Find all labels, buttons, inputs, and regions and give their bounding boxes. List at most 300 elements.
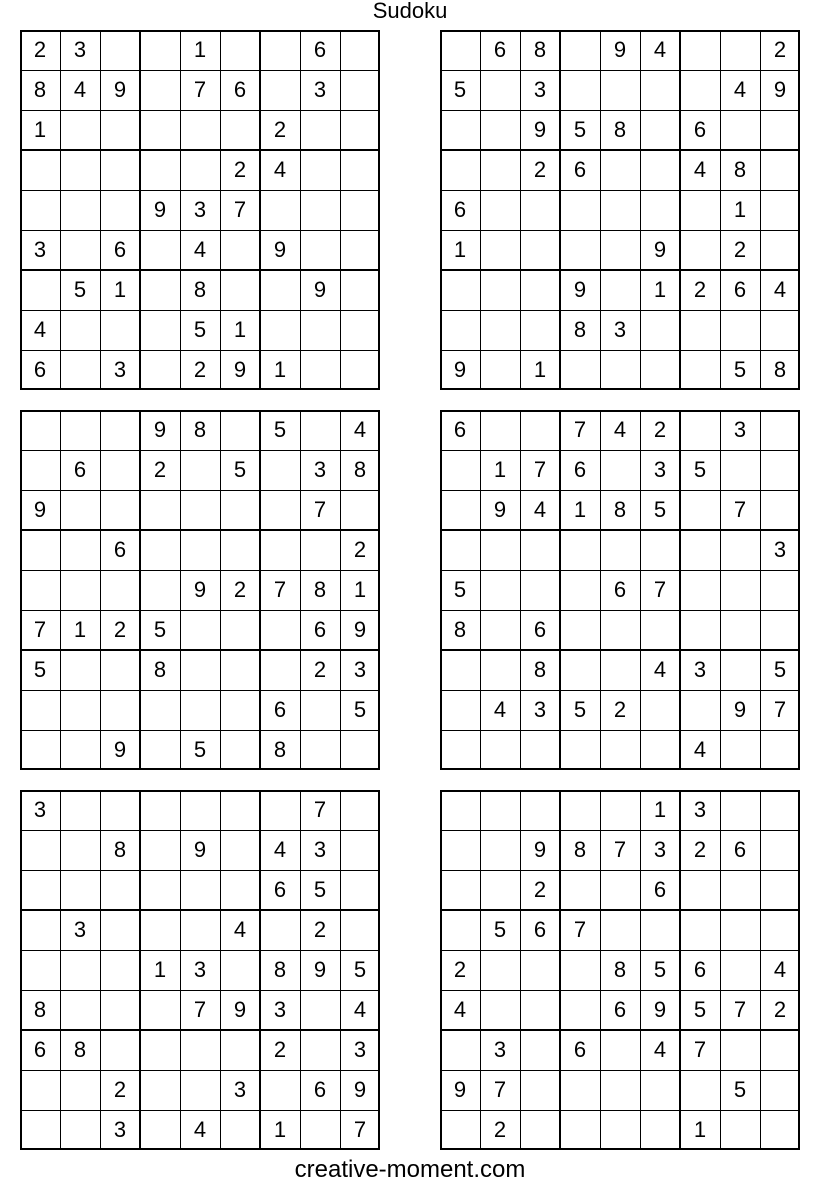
sudoku-cell (480, 950, 520, 990)
sudoku-cell: 6 (533, 617, 547, 642)
sudoku-cell (680, 530, 720, 570)
sudoku-cell: 9 (313, 277, 327, 302)
sudoku-cell (560, 1070, 600, 1110)
sudoku-cell (440, 530, 480, 570)
sudoku-cell: 2 (313, 917, 327, 942)
sudoku-cell (60, 110, 100, 150)
sudoku-cell: 2 (233, 157, 247, 182)
sudoku-cell (60, 870, 100, 910)
sudoku-cell: 8 (73, 1037, 87, 1062)
sudoku-cell: 6 (313, 617, 327, 642)
sudoku-cell (480, 790, 520, 830)
sudoku-cell (220, 30, 260, 70)
sudoku-cell (720, 790, 760, 830)
sudoku-cell (340, 790, 380, 830)
sudoku-cell (440, 790, 480, 830)
sudoku-cell (260, 530, 300, 570)
sudoku-cell (220, 1030, 260, 1070)
sudoku-cell (640, 70, 680, 110)
sudoku-cell: 1 (653, 797, 667, 822)
sudoku-cell (760, 450, 800, 490)
sudoku-cell: 1 (533, 357, 547, 382)
sudoku-cell (600, 1070, 640, 1110)
sudoku-cell: 9 (353, 617, 367, 642)
sudoku-cell (440, 150, 480, 190)
sudoku-cell (340, 150, 380, 190)
sudoku-cell (560, 790, 600, 830)
sudoku-cell: 3 (233, 1077, 247, 1102)
sudoku-cell: 7 (693, 1037, 707, 1062)
sudoku-cell: 4 (653, 1037, 667, 1062)
sudoku-cell (680, 570, 720, 610)
sudoku-cell (560, 1110, 600, 1150)
sudoku-cell: 3 (113, 1117, 127, 1142)
sudoku-cell: 8 (353, 457, 367, 482)
sudoku-cell (20, 830, 60, 870)
sudoku-cell (140, 790, 180, 830)
sudoku-cell: 8 (533, 657, 547, 682)
sudoku-cell (340, 190, 380, 230)
sudoku-cell (100, 690, 140, 730)
sudoku-cell (680, 490, 720, 530)
sudoku-cell (480, 570, 520, 610)
sudoku-cell (520, 1030, 560, 1070)
sudoku-cell (480, 730, 520, 770)
sudoku-cell: 8 (613, 497, 627, 522)
sudoku-cell: 6 (573, 457, 587, 482)
sudoku-cell (140, 270, 180, 310)
sudoku-cell: 8 (153, 657, 167, 682)
sudoku-cell: 3 (73, 917, 87, 942)
sudoku-cell (480, 310, 520, 350)
sudoku-cell (600, 270, 640, 310)
sudoku-cell (640, 530, 680, 570)
sudoku-cell: 6 (733, 277, 747, 302)
sudoku-cell: 9 (313, 957, 327, 982)
sudoku-cell: 2 (693, 837, 707, 862)
sudoku-cell: 7 (573, 917, 587, 942)
sudoku-cell: 2 (693, 277, 707, 302)
sudoku-cell (640, 150, 680, 190)
sudoku-cell: 5 (653, 957, 667, 982)
sudoku-cell (600, 230, 640, 270)
sudoku-cell (520, 570, 560, 610)
sudoku-cell: 2 (453, 957, 467, 982)
sudoku-cell (60, 790, 100, 830)
sudoku-cell: 2 (193, 357, 207, 382)
sudoku-cell (520, 730, 560, 770)
sudoku-cell (600, 350, 640, 390)
sudoku-cell (300, 1110, 340, 1150)
sudoku-cell (560, 30, 600, 70)
sudoku-cell: 2 (773, 997, 787, 1022)
sudoku-cell (560, 530, 600, 570)
sudoku-cell (520, 1110, 560, 1150)
sudoku-cell (680, 610, 720, 650)
sudoku-cell (600, 150, 640, 190)
sudoku-cell: 5 (153, 617, 167, 642)
sudoku-cell (60, 530, 100, 570)
sudoku-cell (520, 1070, 560, 1110)
sudoku-cell (180, 790, 220, 830)
sudoku-cell: 1 (573, 497, 587, 522)
sudoku-cell: 9 (653, 237, 667, 262)
sudoku-cell: 9 (453, 357, 467, 382)
sudoku-cell (220, 690, 260, 730)
sudoku-cell: 8 (33, 997, 47, 1022)
sudoku-cell: 7 (193, 997, 207, 1022)
sudoku-cell: 7 (273, 577, 287, 602)
sudoku-cell: 1 (493, 457, 507, 482)
sudoku-cell: 5 (453, 577, 467, 602)
sudoku-cell: 6 (693, 117, 707, 142)
sudoku-cell (760, 1030, 800, 1070)
sudoku-cell (220, 790, 260, 830)
sudoku-cell (20, 190, 60, 230)
sudoku-cell: 4 (773, 277, 787, 302)
sudoku-cell (480, 530, 520, 570)
sudoku-cell (220, 490, 260, 530)
sudoku-cell (100, 310, 140, 350)
sudoku-cell (60, 410, 100, 450)
sudoku-cell (720, 910, 760, 950)
sudoku-cell: 8 (273, 957, 287, 982)
sudoku-cell: 3 (533, 697, 547, 722)
sudoku-cell (100, 150, 140, 190)
sudoku-cell: 5 (33, 657, 47, 682)
sudoku-cell (760, 110, 800, 150)
sudoku-cell (220, 1110, 260, 1150)
sudoku-cell (480, 350, 520, 390)
sudoku-cell (100, 570, 140, 610)
sudoku-cell (440, 650, 480, 690)
sudoku-cell (100, 870, 140, 910)
sudoku-cell: 6 (493, 37, 507, 62)
sudoku-cell: 8 (773, 357, 787, 382)
sudoku-cell: 3 (353, 1037, 367, 1062)
sudoku-cell (720, 530, 760, 570)
sudoku-grid-1 (20, 30, 380, 390)
sudoku-cell (180, 910, 220, 950)
sudoku-cell (520, 790, 560, 830)
sudoku-cell: 9 (453, 1077, 467, 1102)
sudoku-cell: 6 (113, 237, 127, 262)
sudoku-cell (140, 490, 180, 530)
sudoku-cell (600, 730, 640, 770)
sudoku-cell (340, 30, 380, 70)
sudoku-cell: 4 (533, 497, 547, 522)
sudoku-cell (520, 270, 560, 310)
sudoku-cell (640, 110, 680, 150)
sudoku-cell (220, 230, 260, 270)
sudoku-cell (260, 30, 300, 70)
sudoku-cell (480, 110, 520, 150)
sudoku-cell (180, 150, 220, 190)
sudoku-cell (440, 870, 480, 910)
sudoku-cell (600, 190, 640, 230)
sudoku-cell (720, 1110, 760, 1150)
sudoku-cell: 4 (193, 237, 207, 262)
sudoku-cell (760, 870, 800, 910)
sudoku-cell: 6 (573, 157, 587, 182)
sudoku-cell (60, 1110, 100, 1150)
sudoku-cell (260, 1070, 300, 1110)
sudoku-cell (180, 490, 220, 530)
sudoku-cell (260, 450, 300, 490)
sudoku-cell (480, 650, 520, 690)
sudoku-cell: 8 (733, 157, 747, 182)
sudoku-cell: 9 (353, 1077, 367, 1102)
sudoku-cell (300, 190, 340, 230)
sudoku-cell (720, 870, 760, 910)
sudoku-cell: 4 (453, 997, 467, 1022)
sudoku-cell: 5 (773, 657, 787, 682)
sudoku-cell (180, 1070, 220, 1110)
sudoku-cell (60, 150, 100, 190)
sudoku-grid-5 (20, 790, 380, 1150)
sudoku-cell: 4 (693, 737, 707, 762)
sudoku-cell (260, 650, 300, 690)
sudoku-cell (520, 990, 560, 1030)
sudoku-cell (60, 490, 100, 530)
sudoku-cell: 6 (273, 697, 287, 722)
sudoku-cell: 7 (733, 997, 747, 1022)
sudoku-cell (680, 30, 720, 70)
sudoku-cell (560, 990, 600, 1030)
sudoku-cell (600, 870, 640, 910)
sudoku-grid-6 (440, 790, 800, 1150)
sudoku-cell (300, 350, 340, 390)
sudoku-cell (340, 270, 380, 310)
sudoku-cell (300, 530, 340, 570)
sudoku-cell: 1 (73, 617, 87, 642)
sudoku-cell: 2 (313, 657, 327, 682)
sudoku-cell: 2 (233, 577, 247, 602)
sudoku-cell: 2 (533, 157, 547, 182)
sudoku-cell (600, 650, 640, 690)
sudoku-cell (20, 910, 60, 950)
sudoku-cell (260, 70, 300, 110)
sudoku-cell: 3 (693, 797, 707, 822)
sudoku-cell (60, 830, 100, 870)
sudoku-cell (140, 1030, 180, 1070)
sudoku-cell (760, 310, 800, 350)
sudoku-cell (60, 310, 100, 350)
sudoku-cell (300, 310, 340, 350)
sudoku-cell (180, 530, 220, 570)
sudoku-cell (440, 690, 480, 730)
sudoku-cell (760, 190, 800, 230)
sudoku-cell (680, 870, 720, 910)
sudoku-cell (260, 490, 300, 530)
sudoku-cell: 7 (33, 617, 47, 642)
sudoku-cell: 1 (693, 1117, 707, 1142)
sudoku-cell: 7 (313, 797, 327, 822)
sudoku-cell (480, 410, 520, 450)
sudoku-cell: 6 (533, 917, 547, 942)
sudoku-cell: 5 (493, 917, 507, 942)
sudoku-cell: 9 (113, 77, 127, 102)
sudoku-cell (140, 730, 180, 770)
sudoku-cell (760, 830, 800, 870)
sudoku-cell (760, 610, 800, 650)
sudoku-cell: 3 (773, 537, 787, 562)
sudoku-cell (100, 910, 140, 950)
sudoku-cell: 7 (733, 497, 747, 522)
sudoku-cell (340, 310, 380, 350)
sudoku-cell (100, 950, 140, 990)
sudoku-cell (760, 410, 800, 450)
sudoku-cell (20, 410, 60, 450)
sudoku-cell (640, 1110, 680, 1150)
sudoku-cell (720, 1030, 760, 1070)
sudoku-cell: 7 (493, 1077, 507, 1102)
sudoku-cell (480, 70, 520, 110)
sudoku-cell: 8 (113, 837, 127, 862)
sudoku-cell (220, 870, 260, 910)
sudoku-cell (260, 270, 300, 310)
sudoku-cell (640, 610, 680, 650)
sudoku-cell (300, 150, 340, 190)
sudoku-cell: 1 (273, 357, 287, 382)
sudoku-cell (340, 910, 380, 950)
sudoku-cell: 2 (653, 417, 667, 442)
sudoku-cell: 9 (733, 697, 747, 722)
sudoku-cell: 5 (733, 1077, 747, 1102)
sudoku-cell: 4 (773, 957, 787, 982)
sudoku-cell: 4 (273, 837, 287, 862)
sudoku-cell: 7 (613, 837, 627, 862)
sudoku-cell (20, 450, 60, 490)
sudoku-cell (480, 870, 520, 910)
sudoku-cell (440, 1110, 480, 1150)
sudoku-cell (760, 1070, 800, 1110)
sudoku-cell (560, 950, 600, 990)
sudoku-cell (180, 1030, 220, 1070)
sudoku-cell (100, 110, 140, 150)
sudoku-cell (300, 230, 340, 270)
sudoku-cell (100, 1030, 140, 1070)
sudoku-cell: 6 (273, 877, 287, 902)
sudoku-cell: 5 (653, 497, 667, 522)
sudoku-cell (560, 870, 600, 910)
sudoku-cell: 2 (33, 37, 47, 62)
sudoku-cell (440, 30, 480, 70)
sudoku-cell: 7 (533, 457, 547, 482)
sudoku-cell (140, 150, 180, 190)
sudoku-cell (600, 1110, 640, 1150)
sudoku-cell (440, 310, 480, 350)
sudoku-cell (720, 730, 760, 770)
sudoku-cell: 4 (353, 417, 367, 442)
sudoku-cell: 4 (73, 77, 87, 102)
sudoku-cell: 9 (533, 117, 547, 142)
sudoku-cell (640, 190, 680, 230)
sudoku-cell: 9 (573, 277, 587, 302)
sudoku-cell: 5 (733, 357, 747, 382)
sudoku-cell: 4 (693, 157, 707, 182)
sudoku-cell (760, 910, 800, 950)
sudoku-cell (560, 350, 600, 390)
sudoku-cell: 9 (653, 997, 667, 1022)
sudoku-cell (520, 950, 560, 990)
sudoku-cell (100, 490, 140, 530)
sudoku-cell (440, 830, 480, 870)
sudoku-cell: 9 (153, 417, 167, 442)
sudoku-cell: 8 (33, 77, 47, 102)
sudoku-cell: 1 (453, 237, 467, 262)
sudoku-cell: 5 (693, 997, 707, 1022)
sudoku-cell (100, 450, 140, 490)
sudoku-cell: 3 (73, 37, 87, 62)
sudoku-cell (180, 650, 220, 690)
sudoku-cell (480, 270, 520, 310)
sudoku-cell (140, 910, 180, 950)
sudoku-cell (100, 990, 140, 1030)
sudoku-cell (100, 410, 140, 450)
sudoku-cell (680, 230, 720, 270)
sudoku-cell: 9 (193, 577, 207, 602)
sudoku-cell (560, 730, 600, 770)
sudoku-cell: 5 (193, 737, 207, 762)
sudoku-cell: 6 (693, 957, 707, 982)
sudoku-cell (300, 110, 340, 150)
sudoku-cell (140, 570, 180, 610)
sudoku-cell (720, 650, 760, 690)
sudoku-cell (340, 870, 380, 910)
sudoku-cell: 9 (493, 497, 507, 522)
sudoku-cell: 8 (573, 837, 587, 862)
sudoku-cell: 3 (533, 77, 547, 102)
sudoku-cell: 2 (273, 1037, 287, 1062)
sudoku-cell (140, 70, 180, 110)
sudoku-cell (220, 830, 260, 870)
sudoku-cell (640, 1070, 680, 1110)
sudoku-cell: 5 (193, 317, 207, 342)
sudoku-cell (60, 190, 100, 230)
sudoku-cell (640, 350, 680, 390)
sudoku-cell (440, 110, 480, 150)
sudoku-cell: 6 (313, 1077, 327, 1102)
sudoku-cell (140, 230, 180, 270)
sudoku-cell (760, 730, 800, 770)
sudoku-cell: 9 (153, 197, 167, 222)
sudoku-cell: 8 (533, 37, 547, 62)
sudoku-cell (680, 310, 720, 350)
sudoku-cell: 5 (573, 697, 587, 722)
sudoku-cell (260, 610, 300, 650)
sudoku-cell: 6 (33, 1037, 47, 1062)
sudoku-cell: 5 (353, 957, 367, 982)
sudoku-cell: 2 (153, 457, 167, 482)
sudoku-cell (60, 570, 100, 610)
sudoku-cell: 9 (33, 497, 47, 522)
sudoku-cell: 4 (33, 317, 47, 342)
sudoku-cell: 1 (233, 317, 247, 342)
sudoku-cell: 3 (313, 457, 327, 482)
sudoku-cell (60, 690, 100, 730)
sudoku-cell (300, 730, 340, 770)
sudoku-cell (220, 110, 260, 150)
sudoku-cell (600, 910, 640, 950)
sudoku-cell (480, 990, 520, 1030)
sudoku-cell (560, 610, 600, 650)
sudoku-cell: 7 (773, 697, 787, 722)
sudoku-cell (560, 70, 600, 110)
sudoku-cell (340, 230, 380, 270)
footer-website: creative-moment.com (294, 1156, 526, 1183)
sudoku-cell: 9 (193, 837, 207, 862)
